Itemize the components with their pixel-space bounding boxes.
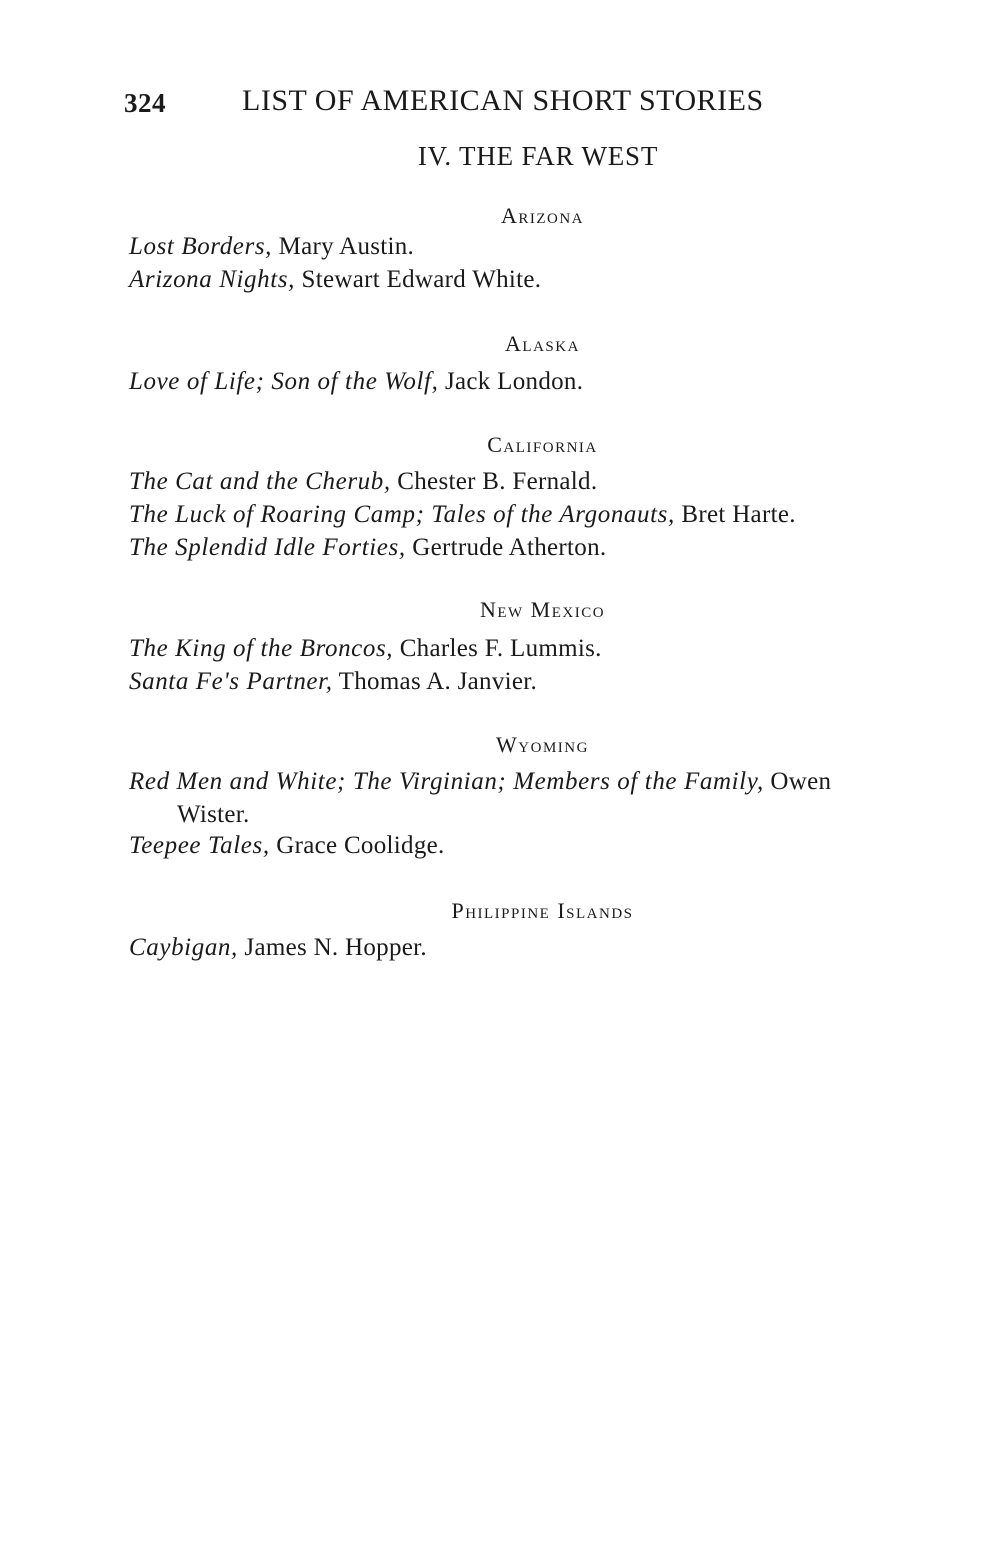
story-author: Gertrude Atherton. bbox=[405, 534, 607, 561]
story-author-continuation: Wister. bbox=[177, 801, 250, 828]
story-title: Santa Fe's Partner, bbox=[129, 668, 333, 695]
list-item bbox=[129, 829, 445, 862]
list-item bbox=[129, 465, 597, 498]
list-item bbox=[129, 931, 427, 964]
story-author: Charles F. Lummis. bbox=[393, 635, 602, 662]
story-author: James N. Hopper. bbox=[237, 934, 427, 961]
story-title: The King of the Broncos, bbox=[129, 635, 394, 662]
list-item bbox=[129, 632, 602, 665]
story-author: Mary Austin. bbox=[272, 233, 415, 260]
list-item bbox=[129, 765, 831, 831]
story-title: Red Men and White; The Virginian; Members of the Family, bbox=[129, 768, 764, 795]
story-title: Love of Life; Son of the Wolf, bbox=[129, 368, 439, 395]
running-head bbox=[124, 84, 864, 124]
story-author: Thomas A. Janvier. bbox=[332, 668, 538, 695]
list-item bbox=[129, 365, 583, 398]
region-heading-wyoming: Wyoming bbox=[496, 732, 589, 757]
list-item bbox=[129, 531, 606, 564]
story-author: Grace Coolidge. bbox=[269, 832, 445, 859]
story-title: Lost Borders, bbox=[129, 233, 273, 260]
story-author: Jack London. bbox=[438, 368, 584, 395]
story-author: Owen bbox=[763, 768, 832, 795]
story-title: The Luck of Roaring Camp; Tales of the Argonauts, bbox=[129, 501, 675, 528]
story-title: Arizona Nights, bbox=[129, 266, 295, 293]
region-heading-arizona: Arizona bbox=[500, 203, 585, 228]
region-heading-new-mexico: New Mexico bbox=[479, 597, 606, 622]
story-author: Chester B. Fernald. bbox=[390, 468, 598, 495]
list-item bbox=[129, 230, 414, 263]
story-title: Caybigan, bbox=[129, 934, 238, 961]
region-heading-philippine-islands: Philippine Islands bbox=[451, 898, 634, 923]
story-author: Bret Harte. bbox=[674, 501, 796, 528]
story-title: The Splendid Idle Forties, bbox=[129, 534, 406, 561]
region-heading-california: California bbox=[487, 432, 598, 457]
story-title: Teepee Tales, bbox=[129, 832, 270, 859]
story-title: The Cat and the Cherub, bbox=[129, 468, 391, 495]
list-item bbox=[129, 665, 537, 698]
book-title: LIST OF AMERICAN SHORT STORIES bbox=[242, 84, 764, 117]
list-item bbox=[129, 498, 796, 531]
region-heading-alaska: Alaska bbox=[505, 331, 580, 356]
section-title: IV. THE FAR WEST bbox=[417, 141, 659, 171]
page-number: 324 bbox=[124, 88, 166, 118]
story-author: Stewart Edward White. bbox=[294, 266, 542, 293]
list-item bbox=[129, 263, 541, 296]
